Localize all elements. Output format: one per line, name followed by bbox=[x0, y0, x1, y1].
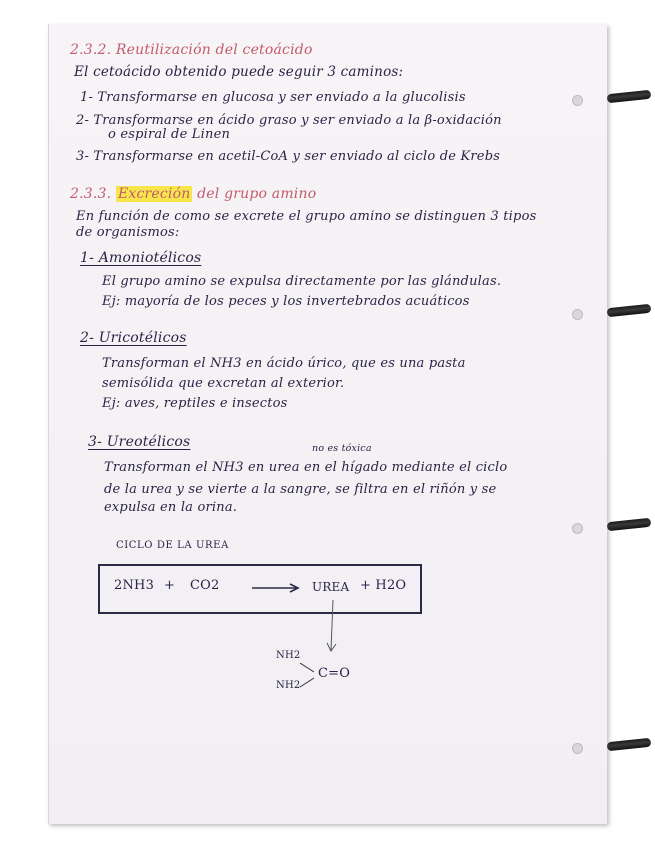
section-title-233 bbox=[70, 186, 316, 202]
section-intro-233: En función de como se excrete el grupo amino se distinguen 3 tipos bbox=[76, 209, 537, 224]
structure-nh2-top: NH2 bbox=[276, 650, 301, 661]
paragraph-line: Transforman el NH3 en ácido úrico, que es una pasta bbox=[102, 356, 466, 371]
subheading-uricotelicos: 2- Uricotélicos bbox=[80, 330, 187, 346]
structure-nh2-bottom: NH2 bbox=[276, 680, 301, 691]
cycle-title: CICLO DE LA UREA bbox=[116, 540, 229, 551]
section-intro-233-cont: de organismos: bbox=[76, 225, 180, 240]
binder-ring bbox=[607, 738, 652, 752]
punch-hole bbox=[572, 743, 583, 754]
reaction-arrow-icon bbox=[250, 582, 302, 594]
punch-hole bbox=[572, 523, 583, 534]
paragraph-line: Ej: aves, reptiles e insectos bbox=[102, 396, 288, 411]
punch-hole bbox=[572, 309, 583, 320]
paragraph-line: Ej: mayoría de los peces y los invertebrados acuáticos bbox=[102, 294, 470, 309]
subheading-ureotelicos: 3- Ureotélicos bbox=[88, 434, 191, 450]
reactant-co2: CO2 bbox=[190, 578, 220, 593]
binder-ring bbox=[607, 518, 652, 532]
punch-hole bbox=[572, 95, 583, 106]
product-urea: UREA bbox=[312, 580, 350, 594]
reactant-ammonia: 2NH3 bbox=[114, 578, 155, 593]
binder-ring bbox=[607, 304, 652, 318]
annotation-note: no es tóxica bbox=[312, 443, 372, 454]
binder-ring bbox=[607, 90, 652, 104]
notebook-page bbox=[48, 24, 607, 824]
down-arrow-icon bbox=[326, 598, 340, 656]
structure-bonds-icon bbox=[298, 660, 318, 690]
section-number: 2.3.3. bbox=[70, 186, 112, 202]
paragraph-line: de la urea y se vierte a la sangre, se filtra en el riñón y se bbox=[104, 482, 497, 497]
section-intro-232: El cetoácido obtenido puede seguir 3 caminos: bbox=[74, 64, 404, 80]
list-item: 1- Transformarse en glucosa y ser enviado a la glucolisis bbox=[80, 90, 466, 105]
list-item: o espiral de Linen bbox=[108, 127, 231, 142]
section-title-rest: del grupo amino bbox=[197, 186, 317, 202]
product-water: + H2O bbox=[360, 578, 407, 593]
plus-sign: + bbox=[164, 578, 176, 593]
paragraph-line: Transforman el NH3 en urea en el hígado mediante el ciclo bbox=[104, 460, 508, 475]
section-title-232: 2.3.2. Reutilización del cetoácido bbox=[70, 42, 313, 58]
paragraph-line: semisólida que excretan al exterior. bbox=[102, 376, 345, 391]
list-item: 3- Transformarse en acetil-CoA y ser enviado al ciclo de Krebs bbox=[76, 149, 501, 164]
list-item: 2- Transformarse en ácido graso y ser enviado a la β-oxidación bbox=[76, 113, 502, 128]
binder-rings bbox=[595, 0, 655, 848]
paragraph-line: expulsa en la orina. bbox=[104, 500, 238, 515]
subheading-amoniotelicos: 1- Amoniotélicos bbox=[80, 250, 202, 266]
highlighted-word: Excreción bbox=[117, 186, 191, 202]
structure-carbonyl: C=O bbox=[318, 666, 351, 681]
paragraph-line: El grupo amino se expulsa directamente por las glándulas. bbox=[102, 274, 502, 289]
